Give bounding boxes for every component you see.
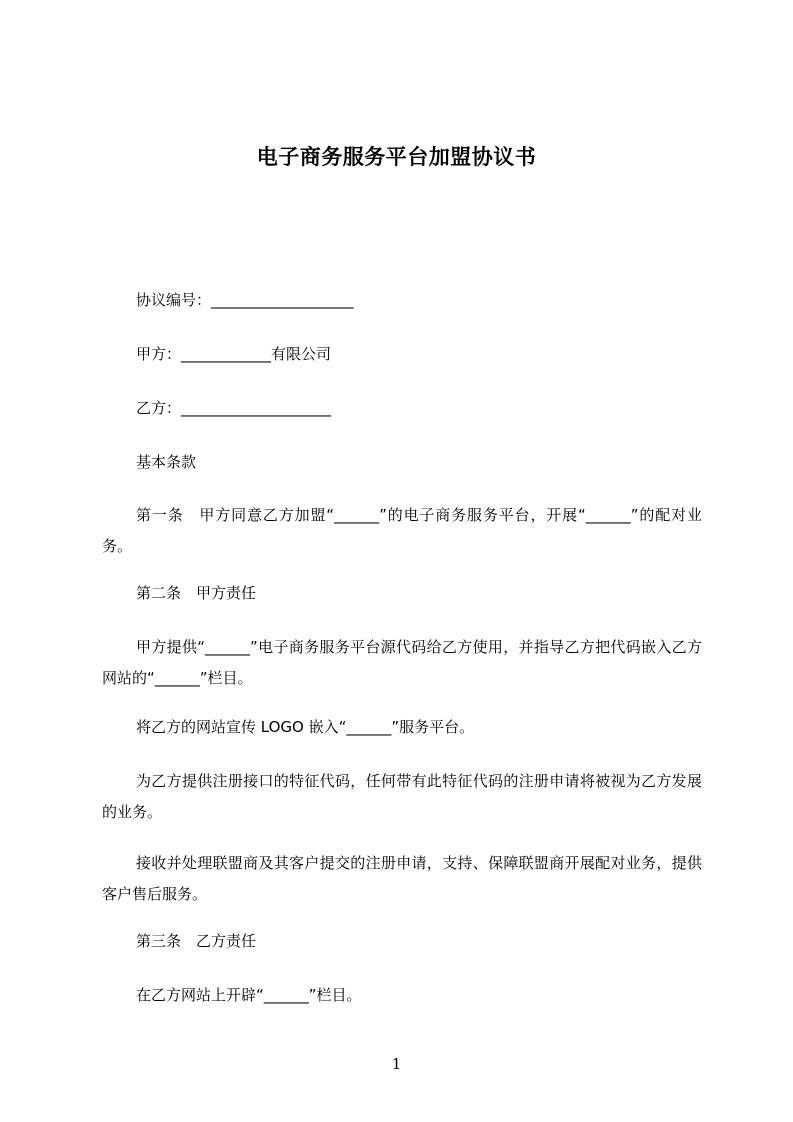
document-title: 电子商务服务平台加盟协议书 <box>256 145 537 169</box>
article-1: 第一条 甲方同意乙方加盟“______”的电子商务服务平台，开展“______”的配对业务。 <box>102 506 702 555</box>
article-2-item-1: 甲方提供“______”电子商务服务平台源代码给乙方使用，并指导乙方把代码嵌入乙方网站的“______”栏目。 <box>102 638 702 687</box>
article-2-item-2: 将乙方的网站宣传 LOGO 嵌入“______”服务平台。 <box>136 718 475 736</box>
article-2-item-3: 为乙方提供注册接口的特征代码，任何带有此特征代码的注册申请将被视为乙方发展的业务。 <box>102 772 702 821</box>
article-2-item-4: 接收并处理联盟商及其客户提交的注册申请，支持、保障联盟商开展配对业务，提供客户售后服务。 <box>102 854 702 903</box>
basic-terms-heading: 基本条款 <box>136 453 197 471</box>
agreement-number: 协议编号：___________________ <box>136 291 354 309</box>
article-3-item-1: 在乙方网站上开辟“______”栏目。 <box>136 986 362 1004</box>
party-b: 乙方：____________________ <box>136 399 332 417</box>
party-a: 甲方：____________有限公司 <box>136 345 332 363</box>
page-number: 1 <box>391 1055 402 1073</box>
article-2-heading: 第二条 甲方责任 <box>136 584 257 602</box>
article-3-heading: 第三条 乙方责任 <box>136 932 257 950</box>
